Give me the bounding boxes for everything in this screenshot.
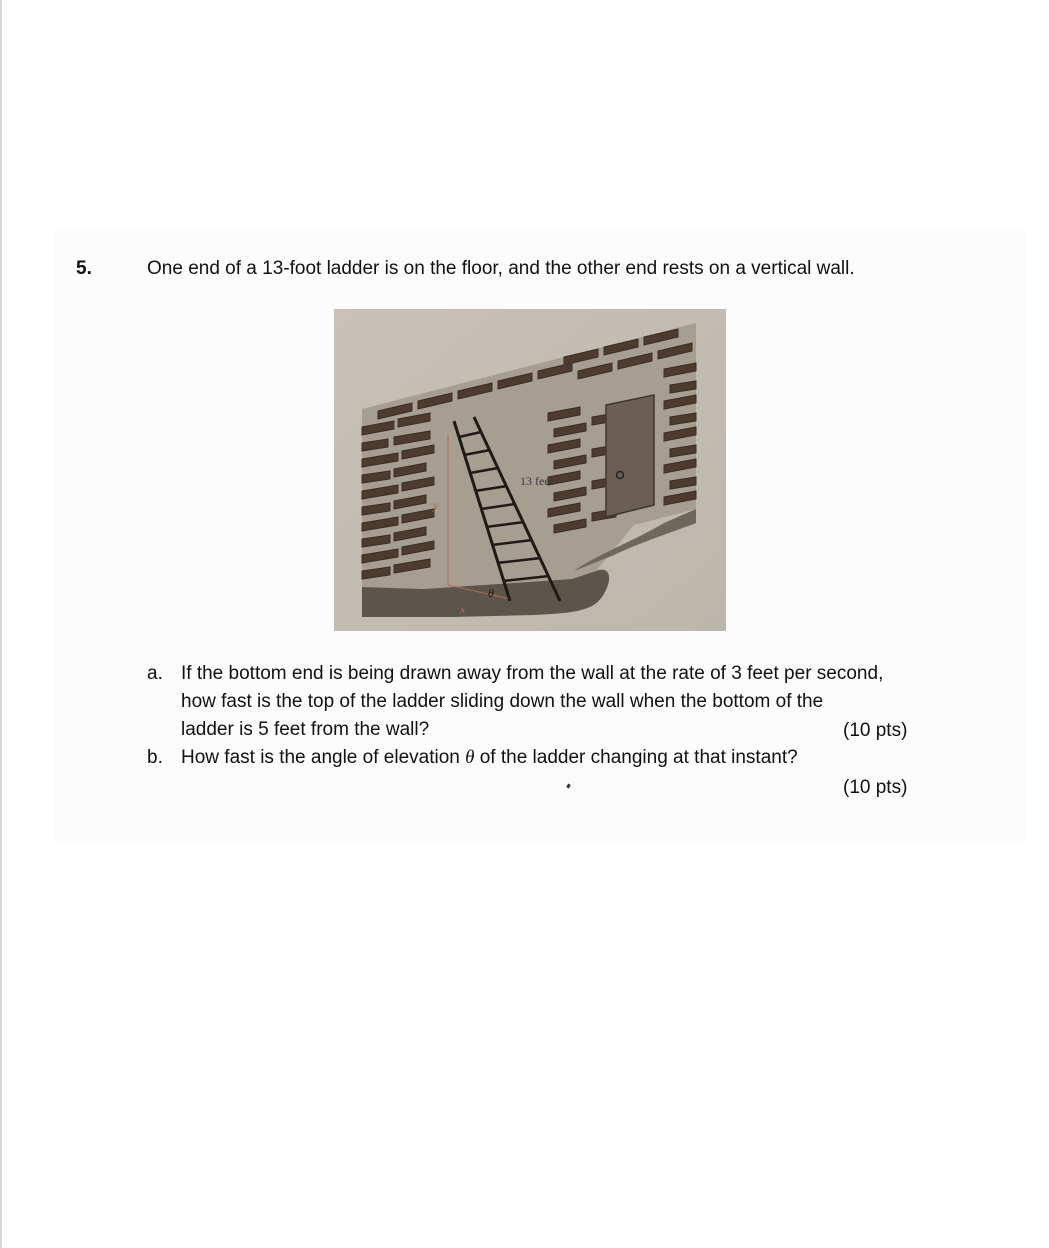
base-label: x <box>460 602 466 616</box>
part-a-line-3: ladder is 5 feet from the wall? <box>181 719 430 740</box>
door <box>606 395 654 517</box>
question-text: One end of a 13-foot ladder is on the floor, and the other end rests on a vertical wall. <box>147 258 855 279</box>
question-number: 5. <box>76 258 92 279</box>
part-a-line-2: how fast is the top of the ladder sliding down the wall when the bottom of the <box>181 691 824 712</box>
height-label: y <box>433 498 439 512</box>
part-a-letter: a. <box>147 663 163 684</box>
page-edge <box>0 0 2 1248</box>
ladder-length-label: 13 feet <box>520 474 553 488</box>
part-a-line-1: If the bottom end is being drawn away from the wall at the rate of 3 feet per second, <box>181 663 884 684</box>
part-b-line-1 <box>181 744 798 772</box>
part-b-letter: b. <box>147 747 163 768</box>
theta-symbol: θ <box>465 747 475 768</box>
part-a-points: (10 pts) <box>843 720 908 741</box>
ladder-illustration <box>334 309 726 631</box>
ladder-figure <box>334 309 726 631</box>
part-b-points: (10 pts) <box>843 777 908 798</box>
angle-label: θ <box>488 586 494 600</box>
part-b-text-before: How fast is the angle of elevation <box>181 747 466 768</box>
part-b-text-after: of the ladder changing at that instant? <box>474 747 798 768</box>
